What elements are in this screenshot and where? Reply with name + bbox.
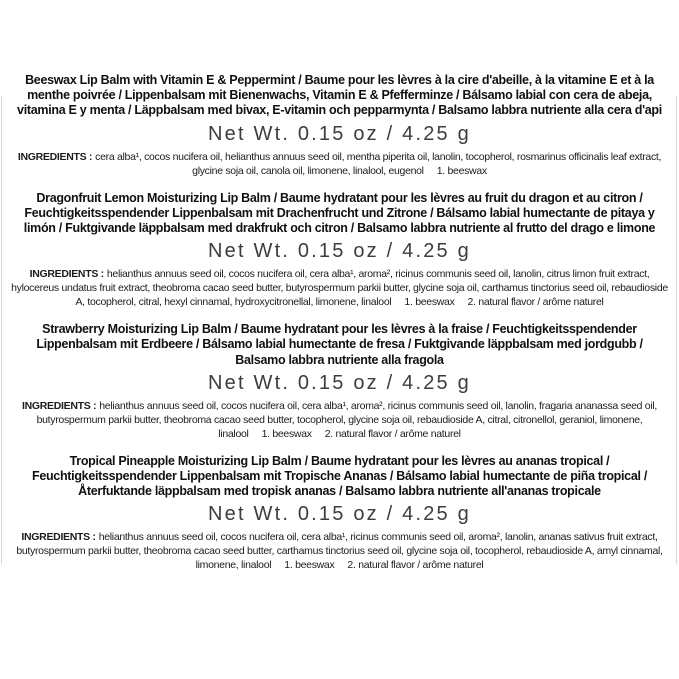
- footnote-1: 1. beeswax: [284, 559, 335, 572]
- product-title: Beeswax Lip Balm with Vitamin E & Peppermint / Baume pour les lèvres à la cire d'abeille, à la vitamine E et à la menthe poivrée / Lippenbalsam mit Bienenwachs, Vitamin E & Pfefferminze / Bálsamo labial con cera de abeja, vitamina E y menta / Läppbalsam med bivax, E-vitamin och pepparmynta / Balsamo labbra nutriente alla cera d'api: [17, 73, 662, 118]
- section-dragonfruit-lemon: [0, 191, 679, 310]
- footnote-1: 1. beeswax: [261, 427, 312, 440]
- product-title: Strawberry Moisturizing Lip Balm / Baume hydratant pour les lèvres à la fraise / Feuchtigkeitsspendender Lippenbalsam mit Erdbeere / Bálsamo labial humectante de fresa / Fuktgivande läppbalsam med jordgubb / Balsamo labbra nutriente alla fragola: [36, 322, 643, 367]
- ingredients-paragraph: [0, 399, 679, 441]
- net-weight: Net Wt. 0.15 oz / 4.25 g: [208, 122, 471, 145]
- footnote-1: 1. beeswax: [404, 296, 455, 309]
- ingredients-paragraph: [0, 267, 679, 309]
- section-beeswax-peppermint: [0, 73, 679, 178]
- footnote-2: 2. natural flavor / arôme naturel: [324, 427, 461, 440]
- ingredients-label: INGREDIENTS :: [29, 268, 104, 281]
- ingredients-text: helianthus annuus seed oil, cocos nucifera oil, cera alba¹, aroma², ricinus communis seed oil, lanolin, citrus limon fruit extract, hylocereus undatus fruit extract, theobroma cacao seed butter, butyrospermum parkii butter, glycine soja oil, carthamus tinctorius seed oil, rebaudioside A, tocopherol, citral, hexyl cinnamal, hydroxycitronellal, limonene, linalool: [11, 268, 668, 309]
- product-title: Tropical Pineapple Moisturizing Lip Balm / Baume hydratant pour les lèvres au ananas tropical / Feuchtigkeitsspendender Lippenbalsam mit Tropische Ananas / Bálsamo labial humectante de piña tropical / Återfuktande läppbalsam med tropisk ananas / Balsamo labbra nutriente all'ananas tropicale: [31, 453, 648, 499]
- ingredients-paragraph: [0, 530, 679, 572]
- footnote-1: 1. beeswax: [436, 164, 487, 177]
- ingredients-label: INGREDIENTS :: [21, 531, 96, 544]
- ingredients-text: helianthus annuus seed oil, cocos nucifera oil, cera alba¹, ricinus communis seed oil, aroma², lanolin, ananas sativus fruit extract, butyrospermum parkii butter, theobroma cacao seed butter, carthamus tinctorius seed oil, glycine soja oil, tocopherol, rebaudioside A, amyl cinnamal, limonene, linalool: [16, 531, 663, 572]
- section-strawberry: [0, 322, 679, 441]
- net-weight: Net Wt. 0.15 oz / 4.25 g: [208, 240, 471, 263]
- ingredients-paragraph: [0, 150, 679, 178]
- ingredients-label: INGREDIENTS :: [21, 399, 97, 412]
- net-weight: Net Wt. 0.15 oz / 4.25 g: [208, 503, 471, 526]
- footnote-2: 2. natural flavor / arôme naturel: [467, 296, 604, 309]
- ingredients-label: INGREDIENTS :: [17, 150, 93, 163]
- ingredients-text: helianthus annuus seed oil, cocos nucifera oil, cera alba¹, aroma², ricinus communis seed oil, lanolin, fragaria ananassa seed oil, butyrospermum parkii butter, theobroma cacao seed butter, tocopherol, glycine soja oil, rebaudioside A, citral, citronellol, geraniol, limonene, linalool: [36, 399, 658, 440]
- section-tropical-pineapple: [0, 454, 679, 573]
- product-title: Dragonfruit Lemon Moisturizing Lip Balm / Baume hydratant pour les lèvres au fruit du dragon et au citron / Feuchtigkeitsspendender Lippenbalsam mit Drachenfrucht und Zitrone / Bálsamo labial humectante de pitaya y limón / Fuktgivande läppbalsam med drakfrukt och citron / Balsamo labbra nutriente al frutto del drago e limone: [23, 190, 656, 236]
- net-weight: Net Wt. 0.15 oz / 4.25 g: [208, 371, 471, 394]
- ingredients-text: cera alba¹, cocos nucifera oil, helianthus annuus seed oil, mentha piperita oil, lanolin, tocopherol, rosmarinus officinalis leaf extract, glycine soja oil, canola oil, limonene, linalool, eugenol: [95, 150, 662, 177]
- footnote-2: 2. natural flavor / arôme naturel: [347, 559, 484, 572]
